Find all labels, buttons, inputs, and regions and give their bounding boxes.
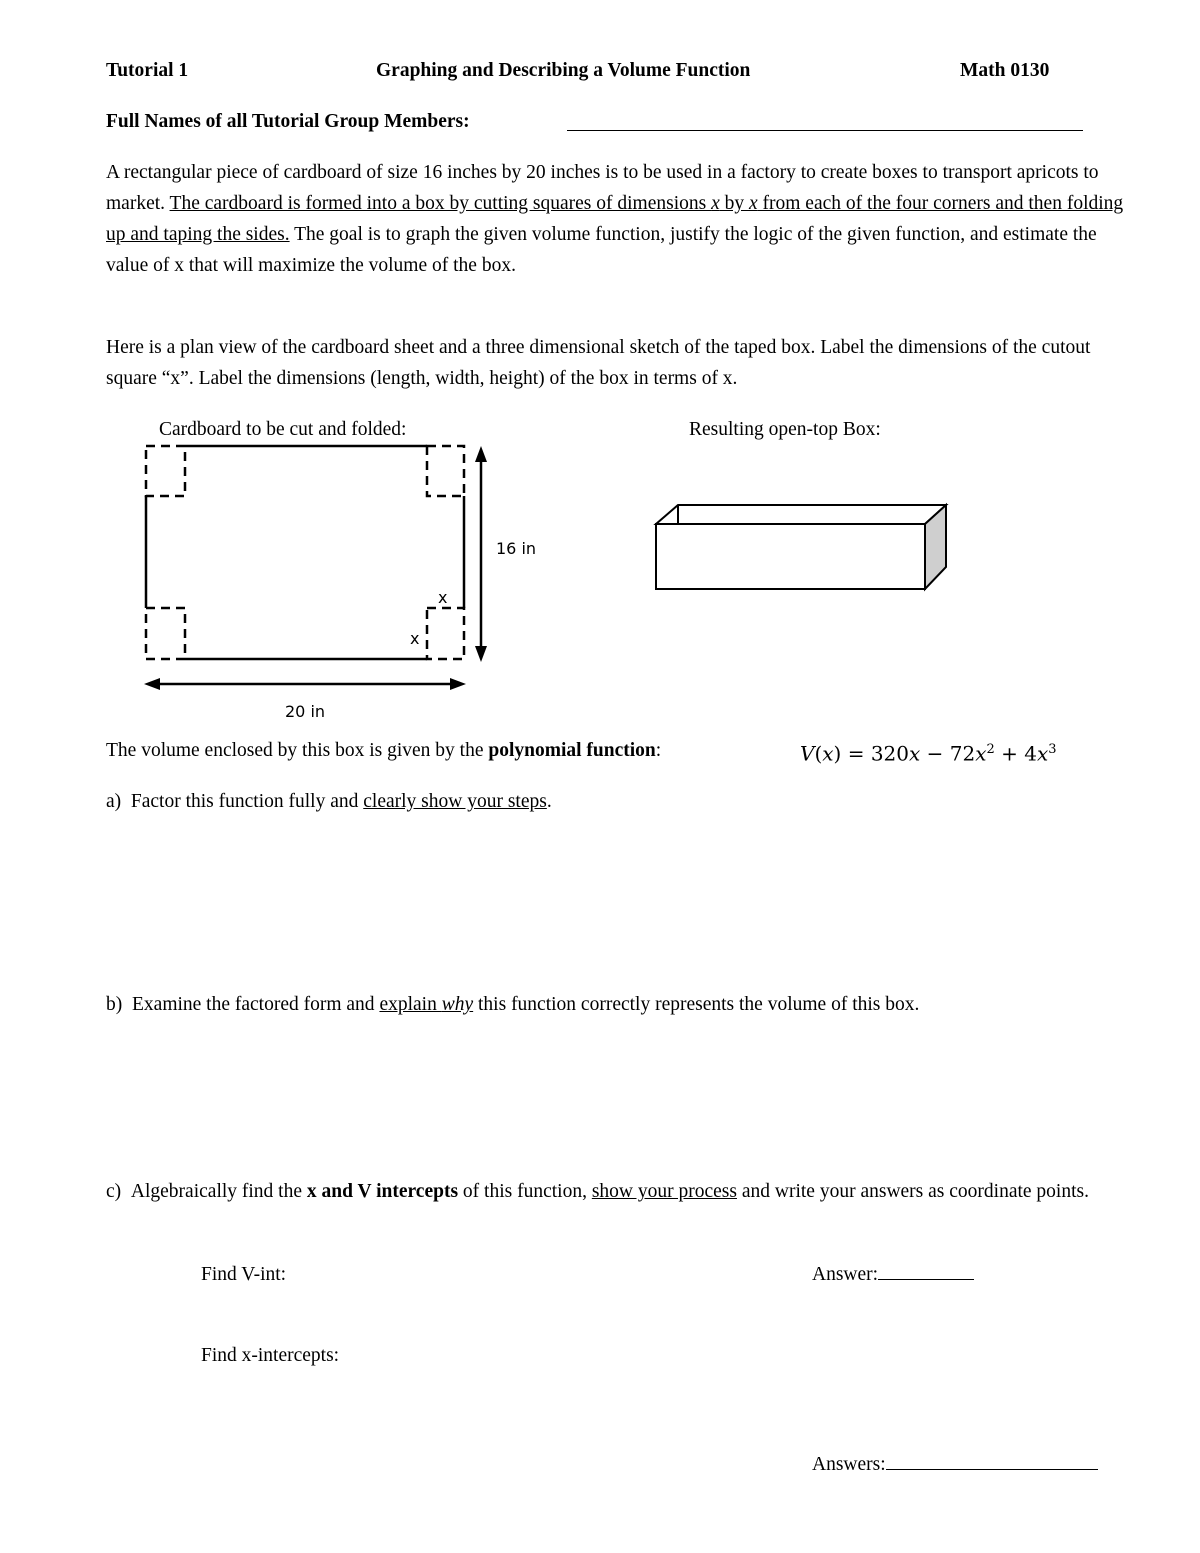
names-label: Full Names of all Tutorial Group Members: xyxy=(106,111,470,132)
height-label: 16 in xyxy=(496,539,537,558)
box-front-face xyxy=(656,524,925,589)
width-dimension-arrow xyxy=(144,678,466,690)
v-int-answer-blank[interactable] xyxy=(878,1261,974,1280)
box-caption: Resulting open-top Box: xyxy=(689,419,881,440)
open-box-diagram xyxy=(650,500,950,600)
header-tutorial: Tutorial 1 xyxy=(106,60,189,81)
height-dimension-arrow xyxy=(475,446,487,662)
page-title: Graphing and Describing a Volume Function xyxy=(376,60,751,81)
intro-paragraph-1: A rectangular piece of cardboard of size 16 inches by 20 inches is to be used in a factory to create boxes to transport apricots to market. The cardboard is formed into a box by cutting squares of dimensions x by x from each of the four corners and then folding up and taping the sides. The goal is to graph the given volume function, justify the logic of the given function, and estimate the value of x that will maximize the volume of the box. xyxy=(106,162,1124,276)
cardboard-diagram xyxy=(130,440,550,720)
x-int-answers: Answers: xyxy=(812,1449,1098,1480)
names-input-line[interactable] xyxy=(567,112,1083,131)
cardboard-caption: Cardboard to be cut and folded: xyxy=(159,419,407,440)
intro-paragraph-2: Here is a plan view of the cardboard sheet and a three dimensional sketch of the taped box. Label the dimensions of the cutout square “x”. Label the dimensions (length, width, height) of the box in terms of x. xyxy=(106,337,1091,389)
find-v-int-label: Find V-int: xyxy=(201,1264,287,1285)
function-line: The volume enclosed by this box is given by the polynomial function: xyxy=(106,740,662,761)
box-top-rim xyxy=(656,505,946,524)
x-int-answer-blank[interactable] xyxy=(886,1451,1098,1470)
volume-function: $V(x) = 320x - 72x^2 + 4x^3$ xyxy=(800,741,1057,766)
corner-cutout-bottom-left xyxy=(146,608,185,659)
v-int-answer: Answer: xyxy=(812,1259,974,1290)
corner-cutout-bottom-right xyxy=(427,608,464,659)
cutout-x-label-side: x xyxy=(410,629,420,648)
find-x-int-label: Find x-intercepts: xyxy=(201,1345,340,1366)
question-a: a) Factor this function fully and clearly show your steps. xyxy=(106,791,552,812)
question-c: c) Algebraically find the x and V intercepts of this function, show your process and write your answers as coordinate points. xyxy=(106,1181,1089,1202)
question-b: b) Examine the factored form and explain why this function correctly represents the volume of this box. xyxy=(106,994,920,1015)
cutout-x-label-top: x xyxy=(438,588,448,607)
corner-cutout-top-right xyxy=(427,446,464,496)
corner-cutout-top-left xyxy=(146,446,185,496)
width-label: 20 in xyxy=(285,702,326,721)
header-course: Math 0130 xyxy=(960,60,1050,81)
